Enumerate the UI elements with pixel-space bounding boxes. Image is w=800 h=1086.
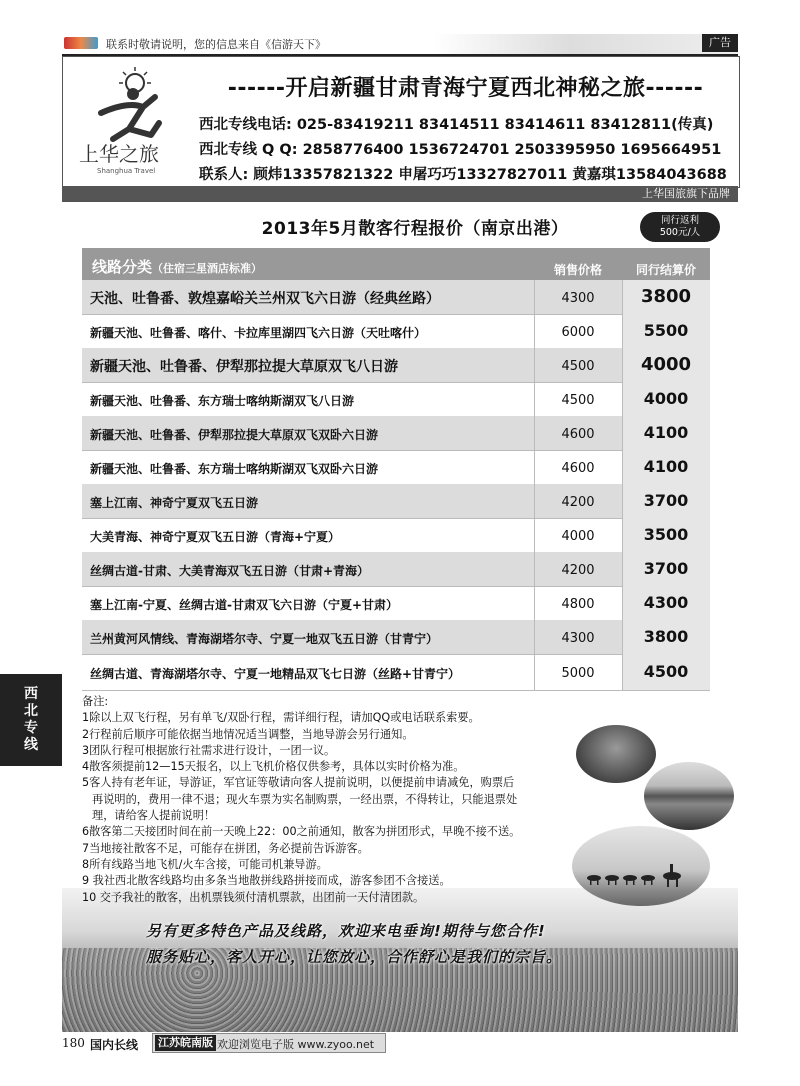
peer-price: 4500 <box>643 662 689 681</box>
table-row <box>82 348 710 383</box>
peer-price: 3700 <box>643 491 689 510</box>
hotline-qq: 西北专线 Q Q: 2858776400 1536724701 2503395950 1695664951 <box>199 142 722 158</box>
subbrand-text: 上华国旅旗下品牌 <box>642 187 730 200</box>
peer-price: 4100 <box>643 457 689 476</box>
hotline-phone: 西北专线电话: 025-83419211 83414511 83414611 83412811(传真) <box>199 117 714 133</box>
contact-persons: 联系人: 顾炜13357821322 申屠巧巧13327827011 黄嘉琪13584043688 <box>199 167 727 183</box>
rebate-line2: 500元/人 <box>659 227 701 238</box>
peer-price: 3800 <box>640 286 692 307</box>
remark-item: 3团队行程可根据旅行社需求进行设计，一团一议。 <box>82 743 336 757</box>
table-row <box>82 586 710 621</box>
remark-item: 理，请给客人提前说明！ <box>92 809 216 823</box>
remark-item: 再说明的，费用一律不退；现火车票为实名制购票，一经出票，不得转让，只能退票处 <box>92 792 518 806</box>
lake-mountain-photo <box>644 762 734 830</box>
sale-price: 4600 <box>561 461 595 476</box>
remark-item: 5客人持有老年证，导游证，军官证等敬请向客人提前说明，以便提前申请减免，购票后 <box>82 776 515 790</box>
sale-price: 4300 <box>561 631 595 646</box>
side-tab-char: 线 <box>24 737 38 753</box>
side-tab-char: 西 <box>24 686 38 702</box>
table-row <box>82 552 710 587</box>
table-row <box>82 382 710 417</box>
peer-price: 3800 <box>643 627 689 646</box>
table-row <box>82 620 710 655</box>
logo-text: 上华之旅 <box>79 142 159 166</box>
side-tab-char: 专 <box>24 720 38 736</box>
sale-price: 5000 <box>561 666 595 681</box>
header-route-note: （住宿三星酒店标准） <box>152 262 263 275</box>
source-note: 联系时敬请说明，您的信息来自《信游天下》 <box>106 38 326 51</box>
remark-item: 2行程前后顺序可能依据当地情况适当调整，当地导游会另行通知。 <box>82 727 414 741</box>
route-name: 天池、吐鲁番、敦煌嘉峪关兰州双飞六日游（经典丝路） <box>90 291 440 307</box>
route-name: 丝绸古道、青海湖塔尔寺、宁夏一地精品双飞七日游（丝路+甘青宁） <box>90 667 461 681</box>
remarks-block <box>82 694 602 906</box>
rebate-line1: 同行返利 <box>660 215 699 226</box>
route-name: 新疆天池、吐鲁番、喀什、卡拉库里湖四飞六日游（天吐喀什） <box>90 326 427 340</box>
remark-item: 4散客须提前12—15天报名，以上飞机价格仅供参考，具体以实时价格为准。 <box>82 760 465 774</box>
remarks-heading: 备注: <box>82 695 109 708</box>
peer-price: 4000 <box>640 354 692 375</box>
price-table <box>82 248 710 690</box>
sale-price: 4200 <box>561 563 595 578</box>
column-divider <box>534 280 535 690</box>
remark-item: 6散客第二天接团时间在前一天晚上22：00之前通知，散客为拼团形式，早晚不接不送。 <box>82 825 521 839</box>
remark-item: 9 我社西北散客线路均由多条当地散拼线路拼接而成，游客参团不含接送。 <box>82 874 451 888</box>
header-peer-price: 同行结算价 <box>635 263 696 277</box>
sale-price: 4500 <box>561 359 595 374</box>
table-row <box>82 518 710 553</box>
remark-item: 10 交予我社的散客，出机票钱须付清机票款，出团前一天付清团款。 <box>82 890 425 904</box>
peer-price: 5500 <box>643 321 689 340</box>
sale-price: 4800 <box>561 597 595 612</box>
table-header <box>82 248 710 280</box>
subbrand-bar <box>62 186 738 202</box>
sale-price: 4500 <box>561 393 595 408</box>
remark-item: 7当地接社散客不足，可能存在拼团，务必提前告诉游客。 <box>82 841 369 855</box>
route-name: 塞上江南、神奇宁夏双飞五日游 <box>90 496 259 510</box>
slogan: ------开启新疆甘肃青海宁夏西北神秘之旅------ <box>227 76 704 101</box>
running-figure-logo-icon <box>73 63 193 175</box>
table-row <box>82 484 710 519</box>
table-row <box>82 654 710 691</box>
price-list-title: 2013年5月散客行程报价（南京出港） <box>261 219 569 239</box>
peer-price: 3500 <box>643 525 689 544</box>
remark-item: 8所有线路当地飞机/火车含接，可能司机兼导游。 <box>82 857 328 871</box>
ad-label: 广告 <box>702 34 738 52</box>
closing-line-1: 另有更多特色产品及线路，欢迎来电垂询!期待与您合作! <box>146 922 546 940</box>
remark-item: 1除以上双飞行程，另有单飞/双卧行程，需详细行程，请加QQ或电话联系索要。 <box>82 711 480 725</box>
table-row <box>82 280 710 315</box>
header-sale-price: 销售价格 <box>553 263 602 277</box>
section-name: 国内长线 <box>90 1038 139 1052</box>
sale-price: 6000 <box>561 325 595 340</box>
route-name: 新疆天池、吐鲁番、伊犁那拉提大草原双飞双卧六日游 <box>90 428 379 442</box>
header-route: 线路分类 <box>92 258 153 276</box>
section-side-tab <box>0 674 62 766</box>
page-footer <box>0 1032 800 1056</box>
grassland-photo <box>62 888 738 1032</box>
table-row <box>82 450 710 485</box>
sale-price: 4600 <box>561 427 595 442</box>
route-name: 塞上江南-宁夏、丝绸古道-甘肃双飞六日游（宁夏+甘肃） <box>90 598 399 612</box>
table-row <box>82 314 710 349</box>
peer-price: 3700 <box>643 559 689 578</box>
route-name: 兰州黄河风情线、青海湖塔尔寺、宁夏一地双飞五日游（甘青宁） <box>90 632 439 646</box>
route-name: 丝绸古道-甘肃、大美青海双飞五日游（甘肃+青海） <box>90 564 370 578</box>
peer-price: 4000 <box>643 389 689 408</box>
peer-price: 4300 <box>643 593 689 612</box>
agency-header <box>62 56 740 188</box>
website-link[interactable]: 欢迎浏览电子版 www.zyoo.net <box>217 1038 375 1051</box>
table-row <box>82 416 710 451</box>
closing-line-2: 服务贴心，客人开心，让您放心，合作舒心是我们的宗旨。 <box>146 948 563 966</box>
route-name: 新疆天池、吐鲁番、东方瑞士喀纳斯湖双飞双卧六日游 <box>90 462 379 476</box>
logo-subtext: Shanghua Travel <box>97 167 156 175</box>
route-name: 大美青海、神奇宁夏双飞五日游（青海+宁夏） <box>90 530 341 544</box>
edition-label: 江苏皖南版 <box>155 1035 216 1051</box>
page-number: 180 <box>62 1036 85 1050</box>
side-tab-char: 北 <box>24 703 38 719</box>
publication-logo <box>64 37 98 49</box>
peer-price: 4100 <box>643 423 689 442</box>
sale-price: 4000 <box>561 529 595 544</box>
rebate-bubble <box>640 212 720 242</box>
column-divider <box>622 280 623 690</box>
route-name: 新疆天池、吐鲁番、东方瑞士喀纳斯湖双飞八日游 <box>90 394 355 408</box>
sale-price: 4300 <box>561 291 595 306</box>
top-strip <box>62 34 738 56</box>
edition-box <box>152 1033 386 1053</box>
sale-price: 4200 <box>561 495 595 510</box>
route-name: 新疆天池、吐鲁番、伊犁那拉提大草原双飞八日游 <box>90 359 398 375</box>
